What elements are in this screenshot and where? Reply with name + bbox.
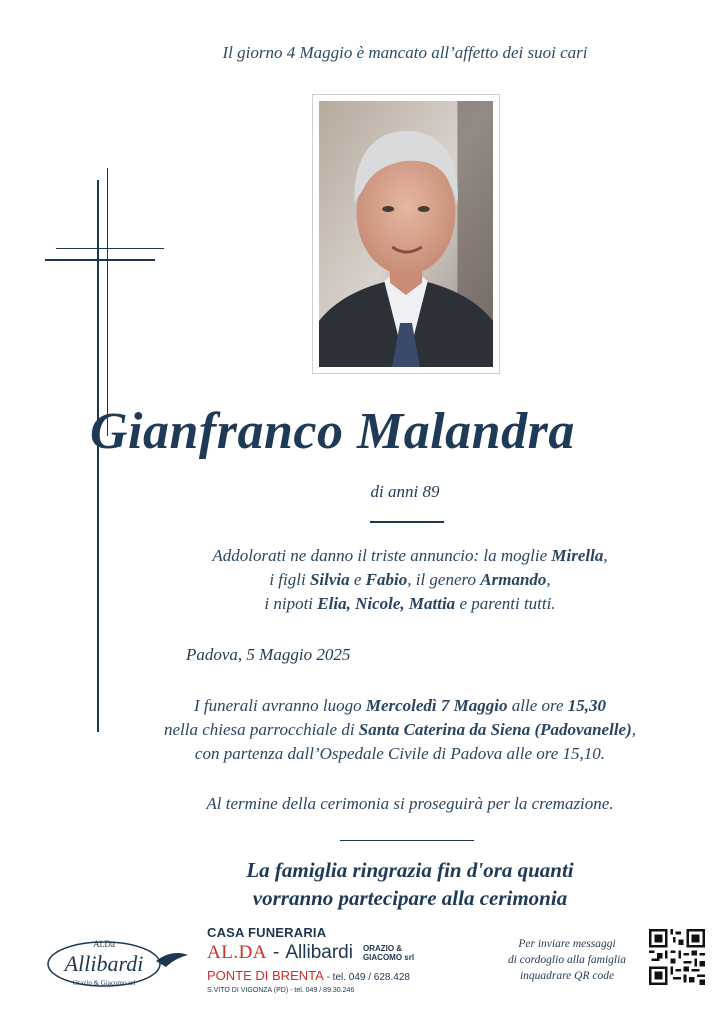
qr-instructions: [496, 936, 638, 984]
deceased-age: di anni 89: [370, 482, 440, 501]
wife-name: Mirella: [551, 546, 604, 565]
thanks-line: La famiglia ringrazia fin d'ora quanti: [246, 858, 574, 882]
portrait-photo-icon: [319, 101, 493, 367]
thanks-line: vorranno partecipare alla cerimonia: [252, 886, 568, 910]
thanks-message: [150, 856, 670, 912]
text: Addolorati ne danno il triste annuncio: la moglie: [212, 546, 552, 565]
text: i nipoti: [264, 594, 318, 613]
place-date: Padova, 5 Maggio 2025: [186, 645, 351, 664]
brand-owners: [363, 944, 414, 962]
brand-alda: AL.DA: [207, 942, 268, 963]
intro-text: Il giorno 4 Maggio è mancato all’affetto dei suoi cari: [222, 43, 588, 62]
owners-line: ORAZIO &: [362, 944, 403, 953]
branch-phone: - tel. 049 / 628.428: [323, 972, 410, 983]
mourners-announcement: [150, 544, 670, 616]
qr-line: inquadrare QR code: [519, 970, 615, 982]
church-name: Santa Caterina da Siena (Padovanelle): [358, 720, 632, 739]
dove-icon: [156, 953, 188, 967]
cremation-note: Al termine della cerimonia si proseguirà per la cremazione.: [206, 794, 614, 813]
text: I funerali avranno luogo: [193, 696, 366, 715]
brand-allibardi: Allibardi: [285, 942, 353, 963]
deceased-name: Gianfranco Malandra: [90, 403, 575, 460]
funeral-day: Mercoledì 7 Maggio: [365, 696, 508, 715]
text: , il genero: [407, 570, 481, 589]
text: e parenti tutti.: [455, 594, 556, 613]
funeral-details: [90, 694, 710, 766]
branch-name: PONTE DI BRENTA: [207, 968, 324, 983]
text: i figli: [269, 570, 310, 589]
text: e: [349, 570, 366, 589]
child-name: Fabio: [365, 570, 408, 589]
son-in-law-name: Armando: [480, 570, 547, 589]
text: ,: [546, 570, 551, 589]
text: nella chiesa parrocchiale di: [163, 720, 359, 739]
child-name: Silvia: [309, 570, 350, 589]
funeral-home-info: [207, 925, 477, 994]
funeral-home-logo: [44, 935, 194, 995]
qr-line: di cordoglio alla famiglia: [507, 954, 627, 966]
funeral-time: 15,30: [567, 696, 607, 715]
secondary-office: S.VITO DI VIGONZA (PD) - tel. 049 / 89.30.246: [207, 987, 355, 994]
logo-top: Al.Da: [93, 939, 115, 949]
branch-row: [207, 967, 477, 985]
portrait-photo: [312, 94, 500, 374]
funeral-home-brand: [207, 942, 477, 964]
logo-name: Allibardi: [64, 951, 144, 976]
qr-line: Per inviare messaggi: [518, 938, 616, 950]
text: ,: [631, 720, 637, 739]
divider: [370, 521, 444, 523]
owners-line: GIACOMO srl: [362, 953, 415, 962]
logo-sub: Orazio & Giacomo srl: [72, 979, 136, 987]
text: ,: [603, 546, 608, 565]
departure-line: con partenza dall’Ospedale Civile di Padova alle ore 15,10.: [194, 744, 606, 763]
qr-code-icon[interactable]: [649, 929, 705, 985]
divider: [340, 840, 474, 841]
grandchildren-names: Elia, Nicole, Mattia: [317, 594, 456, 613]
brand-separator: -: [273, 942, 280, 963]
funeral-home-title: CASA FUNERARIA: [207, 925, 327, 940]
text: alle ore: [507, 696, 568, 715]
